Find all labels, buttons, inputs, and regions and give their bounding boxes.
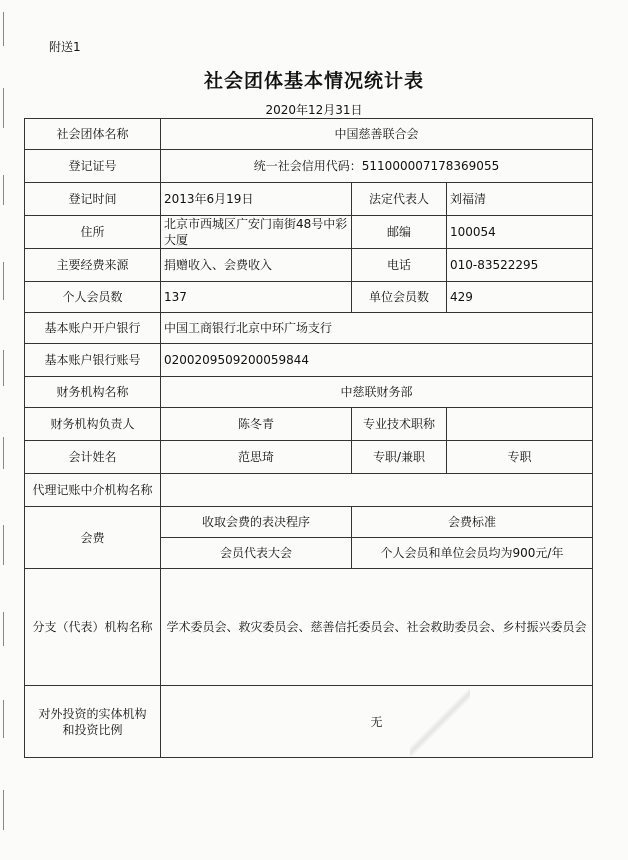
professional-title-value xyxy=(447,408,593,441)
agent-label: 代理记账中介机构名称 xyxy=(25,474,161,507)
account-label: 基本账户银行账号 xyxy=(25,344,161,377)
row-fees-header xyxy=(25,507,593,538)
legal-rep-label: 法定代表人 xyxy=(352,183,447,216)
legal-rep-value: 刘福清 xyxy=(447,183,593,216)
row-name xyxy=(25,119,593,150)
accountant-label: 会计姓名 xyxy=(25,441,161,474)
report-date: 2020年12月31日 xyxy=(265,103,363,117)
funding-value: 捐赠收入、会费收入 xyxy=(161,249,352,282)
branches-value: 学术委员会、救灾委员会、慈善信托委员会、社会救助委员会、乡村振兴委员会 xyxy=(161,569,593,686)
phone-label: 电话 xyxy=(352,249,447,282)
employment-type-label: 专职/兼职 xyxy=(352,441,447,474)
investments-value: 无 xyxy=(161,686,593,758)
row-account xyxy=(25,344,593,377)
scan-edge-mark xyxy=(3,350,4,386)
finance-head-label: 财务机构负责人 xyxy=(25,408,161,441)
address-label: 住所 xyxy=(25,216,161,249)
scan-artifact xyxy=(410,688,470,758)
scan-edge-mark xyxy=(3,700,4,738)
row-bank xyxy=(25,313,593,344)
investments-label xyxy=(25,686,161,758)
fee-standard-value: 个人会员和单位会员均为900元/年 xyxy=(352,538,593,569)
bank-value: 中国工商银行北京中环广场支行 xyxy=(161,313,593,344)
fee-standard-header: 会费标准 xyxy=(352,507,593,538)
fee-procedure-value: 会员代表大会 xyxy=(161,538,352,569)
reg-no-value: 统一社会信用代码：511000007178369055 xyxy=(161,150,593,183)
phone-value: 010-83522295 xyxy=(447,249,593,282)
attachment-label: 附送1 xyxy=(49,40,81,54)
branches-label: 分支（代表）机构名称 xyxy=(25,569,161,686)
row-address xyxy=(25,216,593,249)
finance-head-value: 陈冬青 xyxy=(161,408,352,441)
scan-edge-mark xyxy=(3,525,4,565)
finance-org-value: 中慈联财务部 xyxy=(161,377,593,408)
scan-edge-mark xyxy=(3,790,4,830)
row-reg-time xyxy=(25,183,593,216)
reg-time-value: 2013年6月19日 xyxy=(161,183,352,216)
page-title: 社会团体基本情况统计表 xyxy=(203,70,424,92)
org-name-label: 社会团体名称 xyxy=(25,119,161,150)
row-agent xyxy=(25,474,593,507)
account-value: 0200209509200059844 xyxy=(161,344,593,377)
investments-label-line1: 对外投资的实体机构 xyxy=(38,706,147,721)
investments-label-line2: 和投资比例 xyxy=(62,722,123,737)
scan-edge-mark xyxy=(3,437,4,469)
row-finance-head xyxy=(25,408,593,441)
scan-edge-mark xyxy=(3,262,4,300)
reg-no-label: 登记证号 xyxy=(25,150,161,183)
row-reg-no xyxy=(25,150,593,183)
row-members xyxy=(25,282,593,313)
address-value: 北京市西城区广安门南街48号中彩大厦 xyxy=(161,216,352,249)
funding-label: 主要经费来源 xyxy=(25,249,161,282)
accountant-value: 范思琦 xyxy=(161,441,352,474)
row-branches xyxy=(25,569,593,686)
employment-type-value: 专职 xyxy=(447,441,593,474)
postcode-value: 100054 xyxy=(447,216,593,249)
reg-time-label: 登记时间 xyxy=(25,183,161,216)
scan-edge-mark xyxy=(3,175,4,205)
row-funding xyxy=(25,249,593,282)
professional-title-label: 专业技术职称 xyxy=(352,408,447,441)
bank-label: 基本账户开户银行 xyxy=(25,313,161,344)
scan-edge-mark xyxy=(3,612,4,646)
fees-label: 会费 xyxy=(25,507,161,569)
statistics-table xyxy=(24,118,593,758)
fee-procedure-header: 收取会费的表决程序 xyxy=(161,507,352,538)
row-finance-org xyxy=(25,377,593,408)
row-investments xyxy=(25,686,593,758)
row-accountant xyxy=(25,441,593,474)
postcode-label: 邮编 xyxy=(352,216,447,249)
finance-org-label: 财务机构名称 xyxy=(25,377,161,408)
individual-members-label: 个人会员数 xyxy=(25,282,161,313)
unit-members-label: 单位会员数 xyxy=(352,282,447,313)
scan-edge-mark xyxy=(3,12,4,46)
org-name-value: 中国慈善联合会 xyxy=(161,119,593,150)
agent-value xyxy=(161,474,593,507)
individual-members-value: 137 xyxy=(161,282,352,313)
unit-members-value: 429 xyxy=(447,282,593,313)
